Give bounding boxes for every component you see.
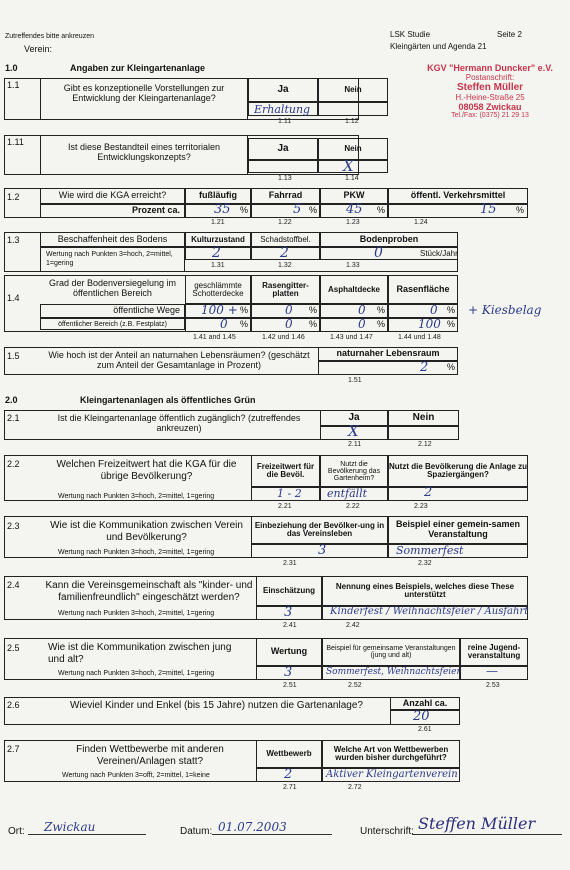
stamp-phone: Tel./Fax: (0375) 21 29 13	[451, 112, 529, 119]
datum-field[interactable]	[212, 834, 332, 835]
handwritten-value: 20	[413, 709, 430, 724]
handwritten-answer: Erhaltung	[254, 103, 311, 116]
question-number: 1.11	[7, 137, 24, 147]
code-label: 1.33	[346, 262, 360, 269]
percent-sign: %	[377, 305, 386, 315]
unit-stueck-jahr: Stück/Jahr	[420, 249, 458, 258]
ort-label: Ort:	[8, 826, 25, 837]
question-number: 2.6	[7, 700, 20, 710]
handwritten-note: + Kiesbelag	[468, 303, 542, 317]
code-label: 2.12	[418, 441, 432, 448]
code-label: 1.23	[346, 219, 360, 226]
col-rasengitter: Rasengitter-platten	[251, 275, 320, 304]
instruction-note: Zutreffendes bitte ankreuzen	[5, 33, 94, 40]
handwritten-value: 0	[374, 245, 383, 261]
code-label: 2.32	[418, 560, 432, 567]
question-number: 2.5	[7, 643, 20, 653]
col-gemeinsam: Beispiel für gemeinsame Veranstaltungen (jung und alt)	[322, 638, 460, 666]
section-number: 2.0	[5, 395, 18, 405]
input-oepnv[interactable]	[388, 204, 528, 218]
code-label: 1.13	[278, 175, 292, 182]
handwritten-value: 35	[214, 202, 231, 217]
handwritten-value: 100 +	[201, 303, 238, 317]
handwritten-value: 45	[346, 202, 363, 217]
percent-sign: %	[240, 205, 249, 215]
code-label: 2.52	[348, 682, 362, 689]
question-number: 1.1	[7, 80, 20, 90]
handwritten-value: 2	[280, 245, 289, 261]
rating-legend: Wertung nach Punkten 3=offt, 2=mittel, 1=keine	[62, 772, 210, 779]
handwritten-value: 0	[430, 303, 438, 317]
col-einschaetzung: Einschätzung	[256, 576, 322, 606]
percent-sign: %	[309, 305, 318, 315]
section-title: Kleingartenanlagen als öffentliches Grün	[80, 395, 256, 405]
handwritten-value: 3	[284, 665, 293, 680]
code-label: 2.11	[348, 441, 362, 448]
handwritten-value: 0	[220, 317, 228, 331]
code-label: 2.31	[283, 560, 297, 567]
handwritten-value: 2	[424, 485, 433, 500]
section-title: Angaben zur Kleingartenanlage	[70, 63, 206, 73]
question-number: 1.4	[7, 293, 20, 303]
code-label: 1.44 und 1.48	[398, 334, 441, 341]
handwritten-value: 2	[284, 767, 293, 782]
question-text: Beschaffenheit des Bodens	[40, 232, 185, 247]
handwritten-value: 0	[358, 317, 366, 331]
code-label: 2.53	[486, 682, 500, 689]
handwritten-value: 2	[212, 245, 221, 261]
study-subtitle: Kleingärten und Agenda 21	[390, 42, 487, 51]
legend-box	[40, 247, 185, 272]
ja-header: Ja	[320, 410, 388, 426]
question-text: Wie ist die Kommunikation zwischen jung und alt?	[48, 642, 232, 665]
col-einbeziehung: Einbeziehung der Bevölker-ung in das Vereinsleben	[251, 516, 388, 544]
handwritten-datum: 01.07.2003	[218, 820, 287, 834]
rating-legend: Wertung nach Punkten 3=hoch, 2=mittel, 1=gering	[46, 251, 173, 268]
percent-sign: %	[447, 305, 456, 315]
handwritten-value: entfällt	[327, 487, 368, 500]
col-spaziergaenge: Nutzt die Bevölkerung die Anlage zu Spaziergängen?	[388, 455, 528, 487]
row-label-wege: öffentliche Wege	[40, 304, 185, 318]
page-number: Seite 2	[497, 30, 522, 39]
handwritten-value: 2	[420, 360, 429, 375]
col-naturnah: naturnaher Lebensraum	[318, 347, 458, 361]
percent-sign: %	[377, 319, 386, 329]
code-label: 2.23	[414, 503, 428, 510]
code-label: 1.21	[211, 219, 225, 226]
code-label: 1.31	[211, 262, 225, 269]
question-number: 2.3	[7, 521, 20, 531]
question-number: 2.2	[7, 459, 20, 469]
stamp-club-name: KGV "Hermann Duncker" e.V.	[427, 63, 553, 73]
col-beispiel: Nennung eines Beispiels, welches diese These unterstützt	[322, 576, 528, 606]
handwritten-value: 1 - 2	[277, 487, 302, 500]
code-label: 1.14	[345, 175, 359, 182]
handwritten-value: Sommerfest, Weihnachtsfeier	[326, 667, 461, 677]
nein-header: Nein	[318, 78, 388, 102]
section-number: 1.0	[5, 63, 18, 73]
ja-header: Ja	[248, 138, 318, 160]
code-label: 2.21	[278, 503, 292, 510]
unterschrift-field[interactable]	[412, 834, 562, 835]
percent-sign: %	[447, 319, 456, 329]
percent-label: Prozent ca.	[40, 204, 185, 218]
rating-legend: Wertung nach Punkten 3=hoch, 2=mittel, 1=gering	[58, 493, 215, 500]
code-label: 1.24	[414, 219, 428, 226]
handwritten-ort: Zwickau	[44, 820, 96, 834]
percent-sign: %	[240, 319, 249, 329]
code-label: 2.22	[346, 503, 360, 510]
stamp-person: Steffen Müller	[456, 82, 524, 93]
code-label: 1.12	[345, 118, 359, 125]
percent-sign: %	[309, 319, 318, 329]
stamp-street: H.-Heine-Straße 25	[455, 93, 525, 102]
question-text: Kann die Vereinsgemeinschaft als "kinder- und familienfreundlich" eingeschätzt werden?	[45, 580, 253, 603]
code-label: 1.41 and 1.45	[193, 334, 236, 341]
question-number: 2.7	[7, 744, 20, 754]
question-text: Wieviel Kinder und Enkel (bis 15 Jahre) nutzen die Gartenanlage?	[70, 700, 363, 711]
col-anzahl: Anzahl ca.	[390, 697, 460, 710]
code-label: 2.61	[418, 726, 432, 733]
rating-legend: Wertung nach Punkten 3=hoch, 2=mittel, 1=gering	[58, 610, 215, 617]
stamp-postanschrift: Postanschrift:	[465, 73, 515, 82]
handwritten-value: 15	[480, 202, 497, 217]
question-text: Welchen Freizeitwert hat die KGA für die übrige Bevölkerung?	[56, 459, 237, 482]
percent-sign: %	[240, 305, 249, 315]
input-naturnah[interactable]	[318, 361, 458, 375]
percent-sign: %	[516, 205, 525, 215]
col-oepnv: öffentl. Verkehrsmittel	[388, 188, 528, 204]
handwritten-value: Sommerfest	[396, 544, 464, 557]
cross-mark: X	[348, 422, 359, 440]
question-number: 1.5	[7, 351, 20, 361]
question-text: Wie wird die KGA erreicht?	[40, 188, 185, 204]
question-text: Wie ist die Kommunikation zwischen Verein und Bevölkerung?	[50, 520, 243, 543]
input-spaziergaenge[interactable]	[388, 487, 528, 501]
question-text: Finden Wettbewerbe mit anderen Vereinen/Anlagen statt?	[76, 744, 224, 767]
col-schadstoff: Schadstoffbel.	[251, 232, 320, 247]
handwritten-signature: Steffen Müller	[418, 814, 536, 833]
code-label: 1.42 und 1.46	[262, 334, 305, 341]
percent-sign: %	[377, 205, 386, 215]
rating-legend: Wertung nach Punkten 3=hoch, 2=mittel, 1=gering	[58, 670, 215, 677]
col-gartenheim: Nutzt die Bevölkerung das Gartenheim?	[320, 455, 388, 487]
question-text: Gibt es konzeptionelle Vorstellungen zur Entwicklung der Kleingartenanlage?	[63, 83, 225, 103]
handwritten-value: 3	[318, 543, 327, 558]
code-label: 2.41	[283, 622, 297, 629]
col-jugend: reine Jugend-veranstaltung	[460, 638, 528, 666]
row-label-bereich: öffentlicher Bereich (z.B. Festplatz)	[40, 318, 185, 330]
cross-mark: X	[343, 157, 354, 175]
code-label: 2.72	[348, 784, 362, 791]
col-fusslaeufig: fußläufig	[185, 188, 251, 204]
handwritten-value: 0	[285, 303, 293, 317]
nein-header: Nein	[388, 410, 459, 426]
question-text: Grad der Bodenversiegelung im öffentlichen Bereich	[48, 278, 177, 298]
col-rasenflaeche: Rasenfläche	[388, 275, 458, 304]
question-number: 2.1	[7, 413, 20, 423]
col-schotterdecke: geschlämmte Schotterdecke	[185, 275, 251, 304]
col-freizeitwert: Freizeitwert für die Bevöl.	[251, 455, 320, 487]
code-label: 1.11	[278, 118, 292, 125]
study-name: LSK Studie	[390, 30, 431, 39]
code-label: 2.71	[283, 784, 297, 791]
percent-sign: %	[447, 362, 456, 372]
col-asphalt: Asphaltdecke	[320, 275, 388, 304]
code-label: 1.32	[278, 262, 292, 269]
nein-header: Nein	[318, 138, 388, 160]
answer-nein-cell[interactable]	[318, 102, 388, 116]
handwritten-value: 0	[285, 317, 293, 331]
col-pkw: PKW	[320, 188, 388, 204]
col-wertung: Wertung	[256, 638, 322, 666]
code-label: 1.43 und 1.47	[330, 334, 373, 341]
ort-field[interactable]	[28, 834, 146, 835]
datum-label: Datum:	[180, 826, 213, 837]
handwritten-value: Kinderfest / Weihnachtsfeier / Ausfahrt	[330, 606, 529, 617]
col-bodenproben: Bodenproben	[320, 232, 458, 247]
col-fahrrad: Fahrrad	[251, 188, 320, 204]
unterschrift-label: Unterschrift:	[360, 826, 414, 837]
question-number: 2.4	[7, 580, 20, 590]
verein-label: Verein:	[24, 44, 53, 54]
question-text: Ist diese Bestandteil eines territorialen Entwicklungskonzepts?	[67, 142, 221, 162]
code-label: 1.51	[348, 377, 362, 384]
code-label: 2.42	[346, 622, 360, 629]
handwritten-value: 5	[293, 202, 302, 217]
code-label: 1.22	[278, 219, 292, 226]
handwritten-value: 100	[418, 317, 441, 331]
ja-header: Ja	[248, 78, 318, 102]
col-gemeinsame-veranstaltung: Beispiel einer gemein-samen Veranstaltung	[388, 516, 528, 544]
answer-ja-cell[interactable]	[248, 160, 318, 173]
handwritten-value: 0	[358, 303, 366, 317]
handwritten-value: Aktiver Kleingartenverein	[326, 769, 458, 780]
stamp-city: 08058 Zwickau	[458, 102, 522, 112]
code-label: 2.51	[283, 682, 297, 689]
col-wettbewerbsart: Welche Art von Wettbewerben wurden bisher durchgeführt?	[322, 740, 460, 768]
handwritten-value: —	[486, 664, 498, 678]
col-kulturzustand: Kulturzustand	[185, 232, 251, 247]
rating-legend: Wertung nach Punkten 3=hoch, 2=mittel, 1=gering	[58, 549, 215, 556]
col-wettbewerb: Wettbewerb	[256, 740, 322, 768]
question-text: Wie hoch ist der Anteil an naturnahen Lebensräumen? (geschätzt zum Anteil der Gesamtanlage in Prozent)	[48, 350, 310, 370]
handwritten-value: 3	[284, 605, 293, 620]
question-number: 1.3	[7, 235, 20, 245]
percent-sign: %	[309, 205, 318, 215]
question-text: Ist die Kleingartenanlage öffentlich zugänglich? (zutreffendes ankreuzen)	[57, 413, 301, 433]
club-stamp	[415, 63, 565, 119]
question-number: 1.2	[7, 192, 20, 202]
answer-nein-cell[interactable]	[388, 426, 459, 440]
